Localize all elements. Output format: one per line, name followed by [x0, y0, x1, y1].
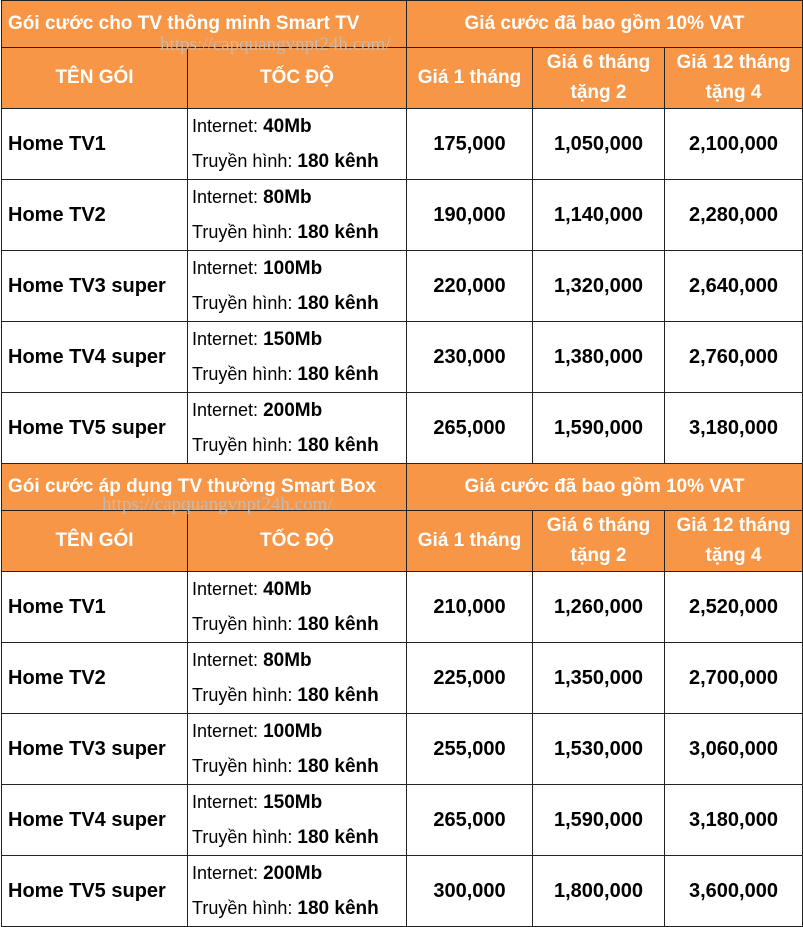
internet-line: [192, 251, 406, 286]
tv-channels: 180 kênh: [297, 898, 379, 919]
tv-channels: 180 kênh: [297, 435, 379, 456]
internet-speed: 80Mb: [263, 650, 312, 671]
tv-label: Truyền hình:: [192, 293, 293, 313]
package-speed: [188, 572, 407, 643]
price-6-months: 1,590,000: [533, 785, 665, 856]
tv-label: Truyền hình:: [192, 827, 293, 847]
internet-speed: 200Mb: [263, 863, 323, 884]
price-1-month: 300,000: [407, 856, 533, 927]
section-title: Gói cước cho TV thông minh Smart TV: [2, 1, 407, 48]
tv-channels: 180 kênh: [297, 614, 379, 635]
price-12-months: 2,640,000: [665, 251, 803, 322]
section-title: Gói cước áp dụng TV thường Smart Box: [2, 464, 407, 511]
internet-speed: 80Mb: [263, 187, 312, 208]
price-1-month: 190,000: [407, 180, 533, 251]
vat-note: Giá cước đã bao gồm 10% VAT: [407, 1, 803, 48]
price-12-months: 2,520,000: [665, 572, 803, 643]
price-1-month: 220,000: [407, 251, 533, 322]
table-row: [2, 643, 803, 714]
internet-label: Internet:: [192, 721, 259, 741]
price-6-months: 1,530,000: [533, 714, 665, 785]
table-row: [2, 714, 803, 785]
price-6-months: 1,050,000: [533, 109, 665, 180]
package-name: Home TV1: [2, 109, 188, 180]
price-1-month: 210,000: [407, 572, 533, 643]
price-table: [1, 0, 803, 927]
package-name: Home TV1: [2, 572, 188, 643]
package-name: Home TV5 super: [2, 856, 188, 927]
price-6-months: 1,320,000: [533, 251, 665, 322]
package-name: Home TV2: [2, 643, 188, 714]
internet-line: [192, 393, 406, 428]
internet-line: [192, 109, 406, 144]
package-name: Home TV3 super: [2, 251, 188, 322]
header-speed: TỐC ĐỘ: [188, 511, 407, 572]
tv-line: [192, 891, 406, 926]
internet-speed: 40Mb: [263, 116, 312, 137]
package-speed: [188, 393, 407, 464]
price-12-months: 3,600,000: [665, 856, 803, 927]
tv-line: [192, 678, 406, 713]
header-line: Giá 6 tháng: [546, 515, 651, 536]
tv-label: Truyền hình:: [192, 898, 293, 918]
internet-line: [192, 180, 406, 215]
internet-line: [192, 785, 406, 820]
internet-label: Internet:: [192, 579, 259, 599]
header-package-name: TÊN GÓI: [2, 511, 188, 572]
table-row: [2, 251, 803, 322]
header-price-12-months: [665, 511, 803, 572]
tv-label: Truyền hình:: [192, 222, 293, 242]
package-name: Home TV4 super: [2, 322, 188, 393]
price-12-months: 2,760,000: [665, 322, 803, 393]
internet-line: [192, 643, 406, 678]
price-1-month: 255,000: [407, 714, 533, 785]
price-1-month: 265,000: [407, 785, 533, 856]
tv-line: [192, 286, 406, 321]
tv-channels: 180 kênh: [297, 151, 379, 172]
header-package-name: TÊN GÓI: [2, 48, 188, 109]
header-line: Giá 12 tháng: [676, 52, 791, 73]
price-1-month: 265,000: [407, 393, 533, 464]
vat-note: Giá cước đã bao gồm 10% VAT: [407, 464, 803, 511]
header-price-6-months: [533, 511, 665, 572]
internet-speed: 200Mb: [263, 400, 323, 421]
column-header-row: [2, 48, 803, 109]
package-speed: [188, 785, 407, 856]
table-row: [2, 109, 803, 180]
header-line: tặng 2: [570, 82, 627, 103]
header-line: tặng 2: [570, 545, 627, 566]
internet-label: Internet:: [192, 863, 259, 883]
price-12-months: 2,100,000: [665, 109, 803, 180]
tv-line: [192, 428, 406, 463]
tv-label: Truyền hình:: [192, 151, 293, 171]
header-line: tặng 4: [705, 82, 762, 103]
internet-line: [192, 322, 406, 357]
package-name: Home TV4 super: [2, 785, 188, 856]
price-12-months: 2,700,000: [665, 643, 803, 714]
table-row: [2, 785, 803, 856]
internet-line: [192, 856, 406, 891]
table-row: [2, 322, 803, 393]
tv-line: [192, 144, 406, 179]
package-speed: [188, 109, 407, 180]
price-6-months: 1,380,000: [533, 322, 665, 393]
header-speed: TỐC ĐỘ: [188, 48, 407, 109]
package-speed: [188, 322, 407, 393]
table-row: [2, 572, 803, 643]
watermark-url: https://capquangvnpt24h.com/: [160, 34, 391, 55]
price-12-months: 3,180,000: [665, 785, 803, 856]
package-speed: [188, 251, 407, 322]
price-6-months: 1,350,000: [533, 643, 665, 714]
internet-label: Internet:: [192, 116, 259, 136]
header-line: Giá 12 tháng: [676, 515, 791, 536]
price-6-months: 1,260,000: [533, 572, 665, 643]
price-table-body: [2, 1, 803, 927]
tv-channels: 180 kênh: [297, 293, 379, 314]
internet-label: Internet:: [192, 650, 259, 670]
tv-label: Truyền hình:: [192, 435, 293, 455]
price-12-months: 3,060,000: [665, 714, 803, 785]
internet-label: Internet:: [192, 258, 259, 278]
header-line: Giá 6 tháng: [546, 52, 651, 73]
header-price-1-month: Giá 1 tháng: [407, 511, 533, 572]
price-1-month: 225,000: [407, 643, 533, 714]
table-row: [2, 180, 803, 251]
price-1-month: 175,000: [407, 109, 533, 180]
internet-label: Internet:: [192, 329, 259, 349]
tv-channels: 180 kênh: [297, 685, 379, 706]
price-1-month: 230,000: [407, 322, 533, 393]
internet-label: Internet:: [192, 187, 259, 207]
tv-line: [192, 357, 406, 392]
tv-label: Truyền hình:: [192, 756, 293, 776]
table-row: [2, 393, 803, 464]
tv-channels: 180 kênh: [297, 222, 379, 243]
header-price-6-months: [533, 48, 665, 109]
price-12-months: 3,180,000: [665, 393, 803, 464]
tv-line: [192, 607, 406, 642]
internet-speed: 40Mb: [263, 579, 312, 600]
internet-line: [192, 572, 406, 607]
internet-speed: 100Mb: [263, 721, 323, 742]
header-line: tặng 4: [705, 545, 762, 566]
internet-label: Internet:: [192, 792, 259, 812]
internet-speed: 100Mb: [263, 258, 323, 279]
tv-label: Truyền hình:: [192, 614, 293, 634]
tv-channels: 180 kênh: [297, 364, 379, 385]
price-6-months: 1,800,000: [533, 856, 665, 927]
internet-speed: 150Mb: [263, 329, 323, 350]
tv-channels: 180 kênh: [297, 756, 379, 777]
section-title-row: [2, 1, 803, 48]
package-name: Home TV2: [2, 180, 188, 251]
package-speed: [188, 856, 407, 927]
tv-label: Truyền hình:: [192, 685, 293, 705]
price-6-months: 1,140,000: [533, 180, 665, 251]
price-6-months: 1,590,000: [533, 393, 665, 464]
package-speed: [188, 714, 407, 785]
internet-label: Internet:: [192, 400, 259, 420]
tv-line: [192, 820, 406, 855]
tv-line: [192, 749, 406, 784]
package-speed: [188, 180, 407, 251]
package-name: Home TV5 super: [2, 393, 188, 464]
column-header-row: [2, 511, 803, 572]
internet-speed: 150Mb: [263, 792, 323, 813]
package-name: Home TV3 super: [2, 714, 188, 785]
tv-channels: 180 kênh: [297, 827, 379, 848]
header-price-1-month: Giá 1 tháng: [407, 48, 533, 109]
tv-label: Truyền hình:: [192, 364, 293, 384]
package-speed: [188, 643, 407, 714]
header-price-12-months: [665, 48, 803, 109]
tv-line: [192, 215, 406, 250]
price-12-months: 2,280,000: [665, 180, 803, 251]
table-row: [2, 856, 803, 927]
watermark-url: https://capquangvnpt24h.com/: [102, 494, 333, 515]
internet-line: [192, 714, 406, 749]
